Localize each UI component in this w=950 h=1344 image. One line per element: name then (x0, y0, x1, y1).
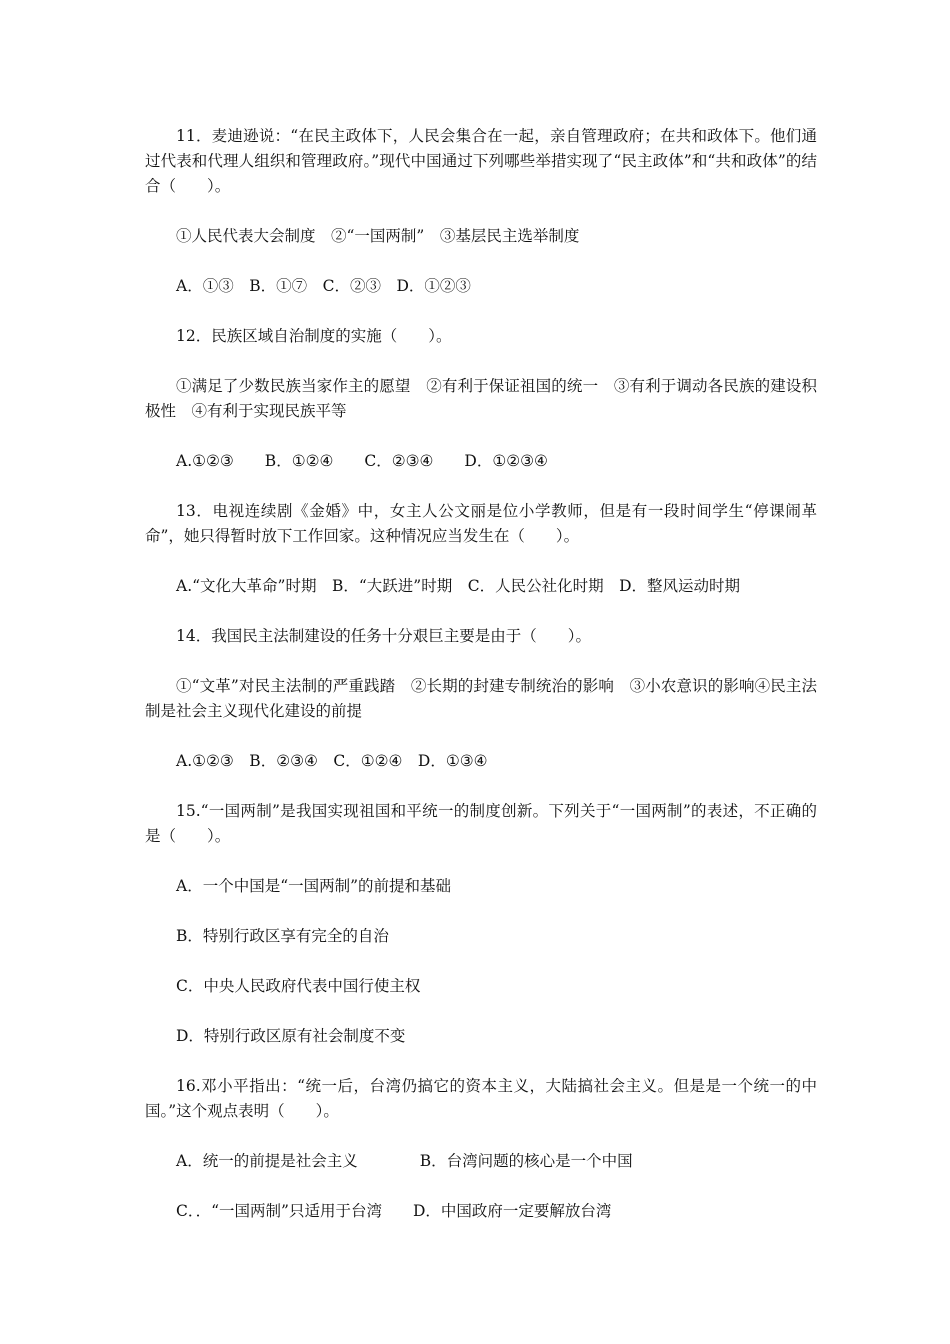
question-14-items: ①“文革”对民主法制的严重践踏 ②长期的封建专制统治的影响 ③小农意识的影响④民主法制是社会主义现代化建设的前提 (145, 677, 817, 720)
question-13-stem: 13．电视连续剧《金婚》中，女主人公文丽是位小学教师，但是有一段时间学生“停课闹革命”，她只得暂时放下工作回家。这种情况应当发生在（ ）。 (145, 502, 817, 545)
question-15-option-a: A．一个中国是“一国两制”的前提和基础 (176, 877, 452, 895)
question-16-options-row-2: C．．“一国两制”只适用于台湾 D．中国政府一定要解放台湾 (176, 1202, 612, 1220)
question-12-stem: 12．民族区域自治制度的实施（ ）。 (176, 327, 452, 345)
question-16-stem: 16.邓小平指出：“统一后，台湾仍搞它的资本主义，大陆搞社会主义。但是是一个统一的中国。”这个观点表明（ ）。 (145, 1077, 817, 1120)
question-14-stem: 14．我国民主法制建设的任务十分艰巨主要是由于（ ）。 (176, 627, 591, 645)
question-16-options-row-1: A．统一的前提是社会主义 B．台湾问题的核心是一个中国 (176, 1152, 633, 1170)
question-11-options: A．①③ B．①⑦ C．②③ D．①②③ (176, 277, 471, 295)
question-12-items: ①满足了少数民族当家作主的愿望 ②有利于保证祖国的统一 ③有利于调动各民族的建设积极性 ④有利于实现民族平等 (145, 377, 817, 420)
question-14-options: A.①②③ B．②③④ C．①②④ D．①③④ (176, 752, 488, 770)
question-11-stem: 11．麦迪逊说：“在民主政体下，人民会集合在一起，亲自管理政府；在共和政体下。他们通过代表和代理人组织和管理政府。”现代中国通过下列哪些举措实现了“民主政体”和“共和政体”的结合（ ）。 (145, 127, 817, 195)
question-15-option-b: B．特别行政区享有完全的自治 (176, 927, 389, 945)
question-15-option-d: D．特别行政区原有社会制度不变 (176, 1027, 406, 1045)
question-15-option-c: C．中央人民政府代表中国行使主权 (176, 977, 421, 995)
question-12-options: A.①②③ B．①②④ C．②③④ D．①②③④ (176, 452, 548, 470)
question-15-stem: 15.“一国两制”是我国实现祖国和平统一的制度创新。下列关于“一国两制”的表述，不正确的是（ ）。 (145, 802, 817, 845)
question-11-items: ①人民代表大会制度 ②“一国两制” ③基层民主选举制度 (176, 227, 580, 245)
question-13-options: A.“文化大革命”时期 B．“大跃进”时期 C．人民公社化时期 D．整风运动时期 (176, 577, 740, 595)
document-page (145, 124, 817, 1249)
